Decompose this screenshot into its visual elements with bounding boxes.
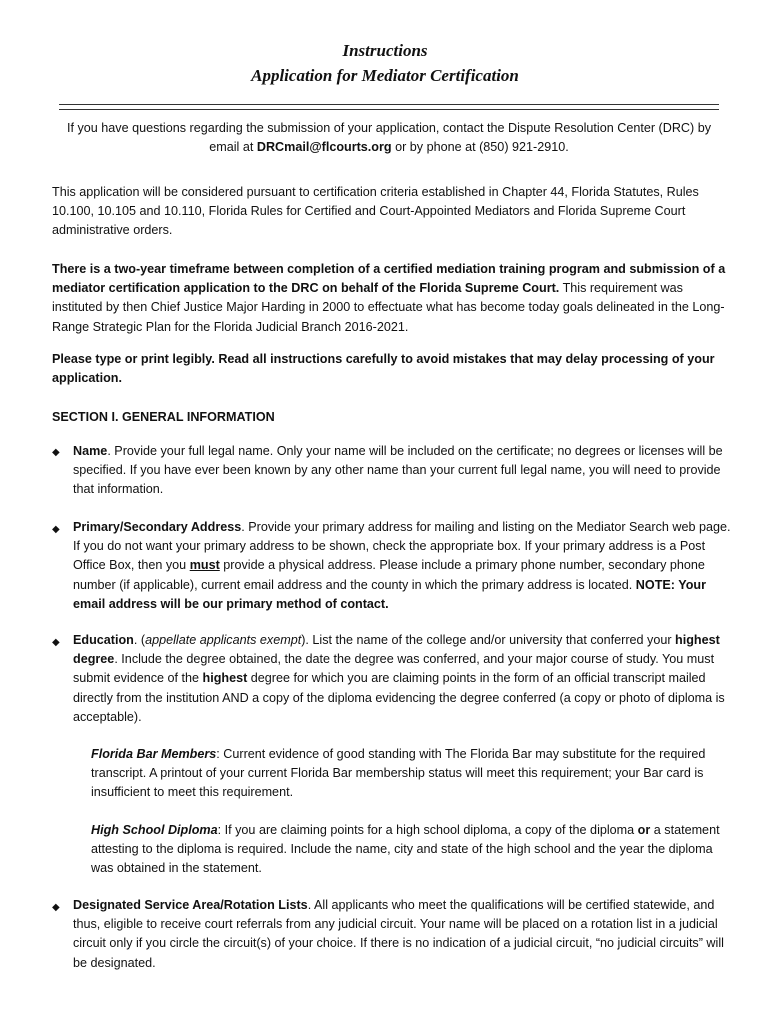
list-item-name: Name. Provide your full legal name. Only your name will be included on the certificate; no degrees or licenses will be specified. If you have ever been known by any other name than your current full legal name, you will need to provide that information. [73,444,723,497]
contact-text-pre: If you have questions regarding the submission of your application, contact the Dispute Resolution Center (DRC) by email at [66,121,712,154]
bullet-icon: ◆ [52,902,60,913]
header-rule-top [59,104,719,105]
document-title: Instructions [342,41,428,60]
bullet-icon: ◆ [52,447,60,458]
bullet-icon: ◆ [52,524,60,535]
sub-item-florida-bar: Florida Bar Members: Current evidence of good standing with The Florida Bar may substitute for the required transcript. A printout of your current Florida Bar membership status will meet this requirement; your Bar card is insufficient to meet this requirement. [91,747,706,800]
list-item-service-area: Designated Service Area/Rotation Lists. All applicants who meet the qualifications will be certified statewide, and thus, eligible to receive court referrals from any judicial circuit. Your name will be placed on a rotation list in a judicial circuit only if you circle the circuit(s) of your choice. If there is no indication of a judicial circuit, “no judicial circuits” will be designated. [73,898,724,970]
contact-info [59,119,719,157]
list-item-address: Primary/Secondary Address. Provide your primary address for mailing and listing on the Mediator Search web page. If you do not want your primary address to be shown, check the appropriate box. If your primary address is a Post Office Box, then you must provide a physical address. Please include a primary phone number, secondary phone number (if applicable), current email address and the county in which the primary address is located. NOTE: Your email address will be our primary method of contact. [73,520,731,611]
bullet-icon: ◆ [52,637,60,648]
timeframe-rest: This requirement was instituted by then Chief Justice Major Harding in 2000 to effectuate what has become today goals delineated in the Long-Range Strategic Plan for the Florida Judicial Branch 2016-2021. [52,281,725,334]
sub-item-high-school: High School Diploma: If you are claiming points for a high school diploma, a copy of the diploma or a statement attesting to the diploma is required. Include the name, city and state of the high school and the year the diploma was obtained in the statement. [91,823,720,876]
list-item-education: Education. (appellate applicants exempt). List the name of the college and/or university that conferred your highest degree. Include the degree obtained, the date the degree was conferred, and your major course of study. You must submit evidence of the highest degree for which you are claiming points in the form of an official transcript mailed directly from the institution AND a copy of the diploma evidencing the degree conferred (a copy or photo of diploma is acceptable). [73,633,725,724]
timeframe-bold: There is a two-year timeframe between completion of a certified mediation training program and submission of a mediator certification application to the DRC on behalf of the Florida Supreme Court. [52,262,726,296]
header-rule-bottom [59,109,719,110]
intro-paragraph: This application will be considered pursuant to certification criteria established in Chapter 44, Florida Statutes, Rules 10.100, 10.105 and 10.110, Florida Rules for Certified and Court-Appointed Mediators and Florida Supreme Court administrative orders. [52,185,699,238]
legibility-notice: Please type or print legibly. Read all instructions carefully to avoid mistakes that may delay processing of your application. [52,352,715,386]
contact-text-post: or by phone at (850) 921-2910. [391,140,569,154]
document-subtitle: Application for Mediator Certification [251,66,519,85]
section-heading: SECTION I. GENERAL INFORMATION [52,410,275,424]
contact-email[interactable]: DRCmail@flcourts.org [256,140,392,154]
timeframe-paragraph [52,260,732,337]
